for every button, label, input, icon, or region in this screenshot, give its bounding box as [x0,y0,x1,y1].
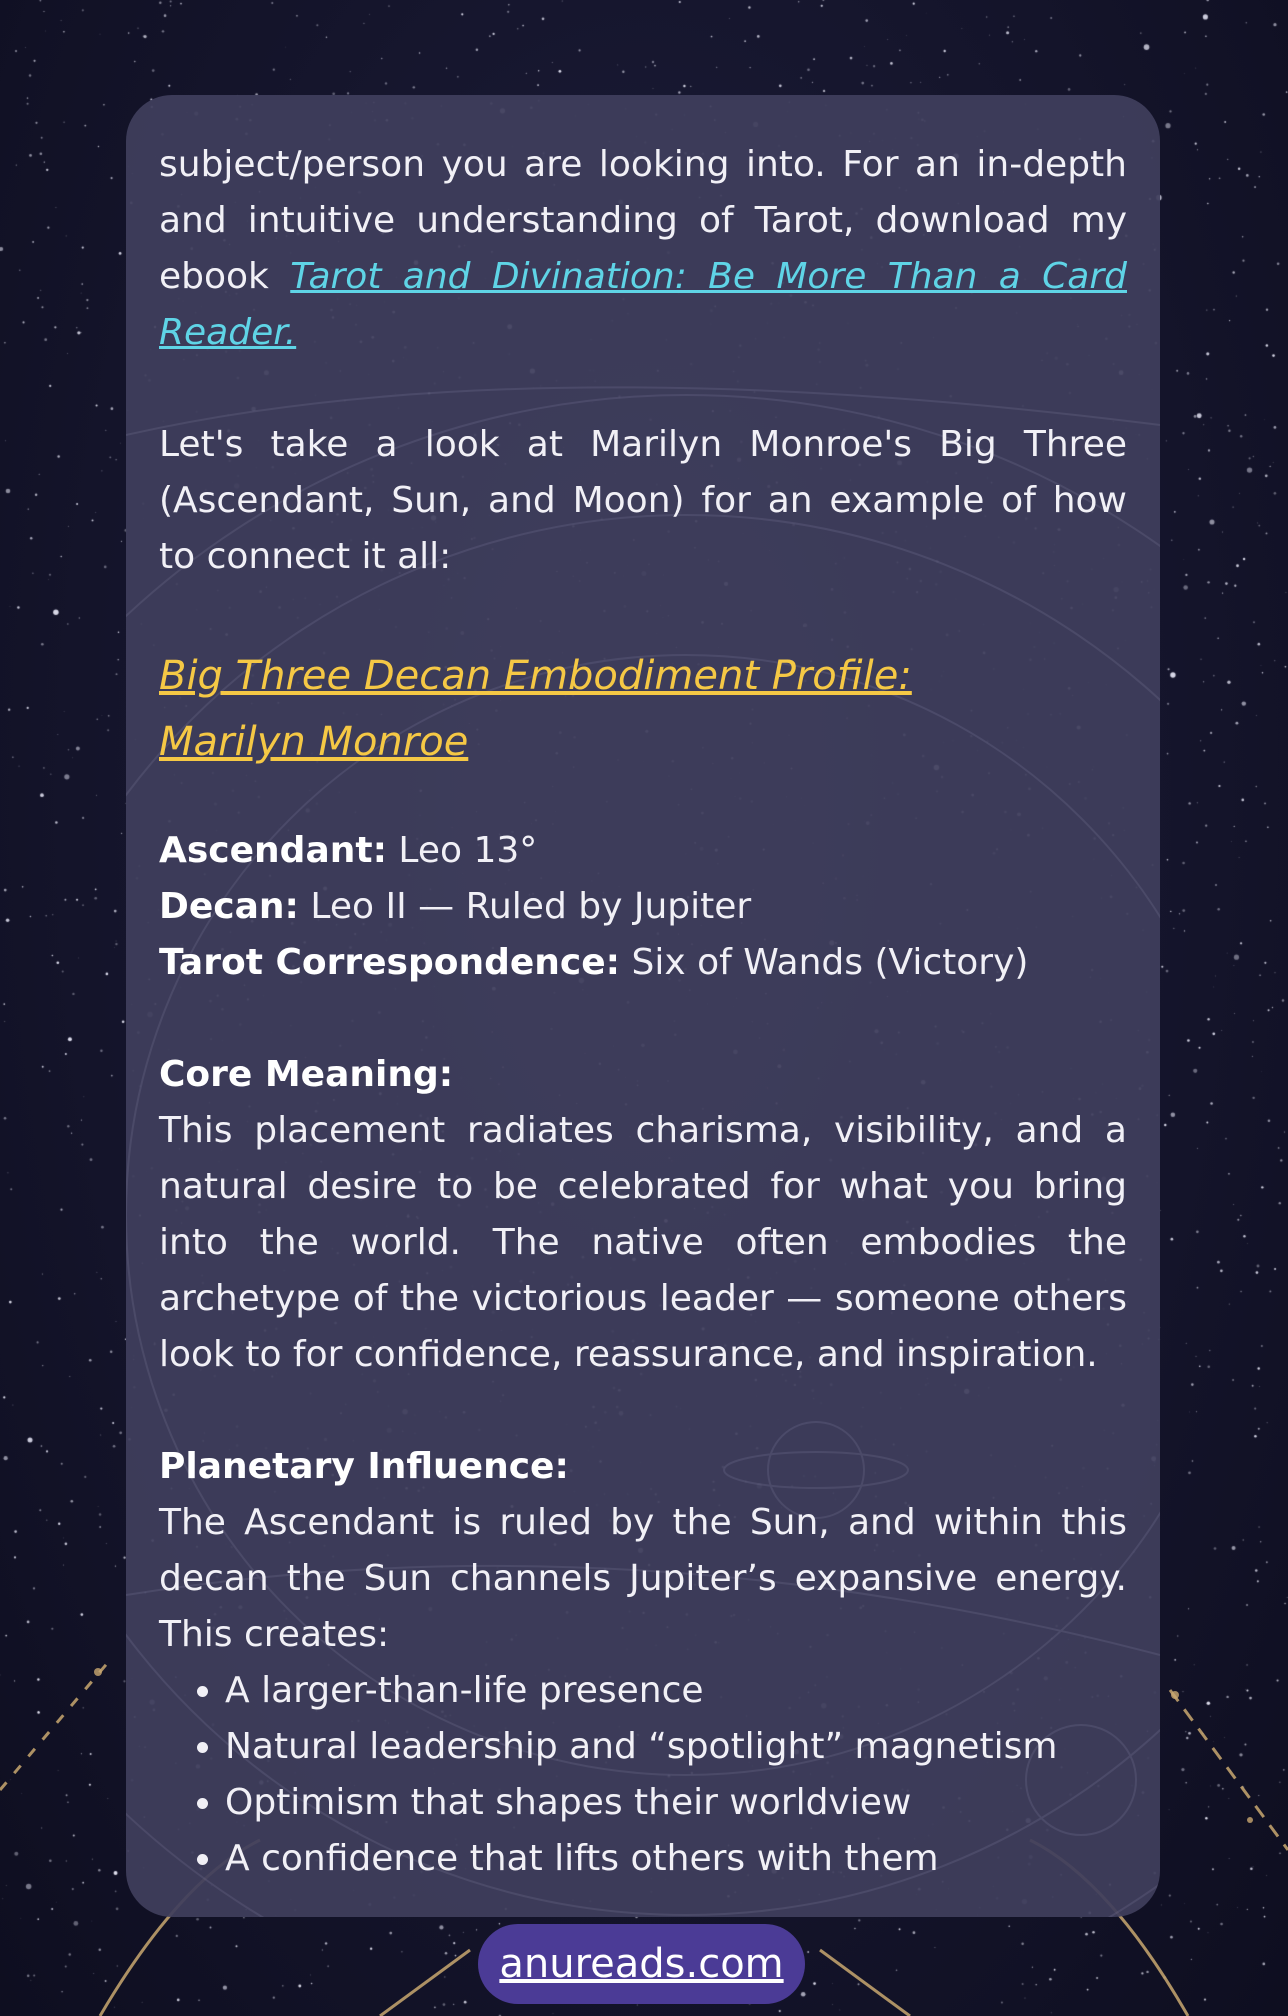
ascendant-value: Leo 13° [386,830,538,871]
site-link-button[interactable]: anureads.com [478,1924,805,2004]
content-card [126,95,1160,1917]
list-item: • A larger-than-life presence [225,1663,1127,1719]
list-item: • Optimism that shapes their worldview [225,1775,1127,1831]
ascendant-label: Ascendant: [159,830,387,871]
list-item: • Natural leadership and “spotlight” magnetism [225,1719,1127,1775]
tarot-label: Tarot Correspondence: [159,942,621,983]
decan-label: Decan: [159,886,299,927]
list-item: • A confidence that lifts others with them [225,1831,1127,1887]
tarot-row [159,935,1127,991]
profile-heading[interactable] [159,643,1127,775]
tarot-value: Six of Wands (Victory) [620,942,1029,983]
ascendant-row [159,823,1127,879]
core-meaning-text: This placement radiates charisma, visibility, and a natural desire to be celebrated for what you bring into the world. The native often embodies the archetype of the victorious leader — someone others look to for confidence, reassurance, and inspiration. [159,1110,1127,1375]
ebook-link[interactable]: Tarot and Divination: Be More Than a Card Reader. [159,256,1127,353]
planetary-influence-text: The Ascendant is ruled by the Sun, and within this decan the Sun channels Jupiter’s expansive energy. This creates: [159,1502,1127,1655]
planetary-influence-section [159,1439,1127,1887]
placement-details [159,823,1127,991]
example-intro-paragraph: Let's take a look at Marilyn Monroe's Big Three (Ascendant, Sun, and Moon) for an example of how to connect it all: [159,424,1127,577]
planetary-influence-label: Planetary Influence: [159,1446,569,1487]
core-meaning-section [159,1047,1127,1383]
intro-text: subject/person you are looking into. For an in-depth and intuitive understanding of Tarot, download my ebook [159,144,1127,297]
decan-row [159,879,1127,935]
profile-heading-line2: Marilyn Monroe [159,719,469,765]
core-meaning-label: Core Meaning: [159,1054,454,1095]
intro-paragraph [159,137,1127,361]
profile-heading-line1: Big Three Decan Embodiment Profile: [159,653,912,699]
influence-list [159,1663,1127,1887]
decan-value: Leo II — Ruled by Jupiter [298,886,752,927]
